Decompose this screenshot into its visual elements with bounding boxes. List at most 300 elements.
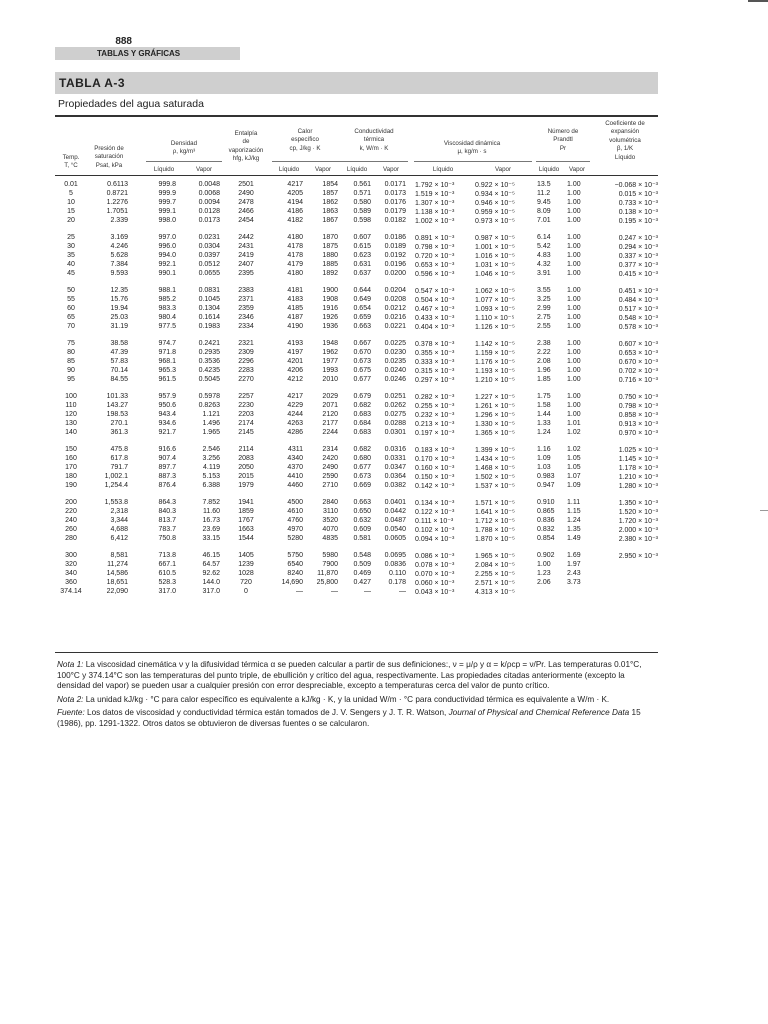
table-cell: 3.169 — [110, 234, 128, 241]
table-cell: 0 — [244, 587, 248, 595]
table-cell: 1.00 — [567, 410, 581, 418]
table-cell: 0.865 — [537, 507, 555, 515]
table-cell: 0.8721 — [106, 189, 128, 197]
sub-pr-liquid: Líquido — [538, 166, 560, 173]
table-cell: 2.38 — [537, 340, 551, 347]
table-cell: 1.159 × 10⁻⁵ — [475, 349, 515, 357]
table-cell: 4610 — [287, 507, 303, 515]
table-cell: 4760 — [287, 516, 303, 524]
table-cell: 0.0208 — [384, 295, 406, 303]
table-cell: 0.070 × 10⁻³ — [415, 570, 455, 578]
table-cell: 3.91 — [537, 269, 551, 277]
table-cell: 20 — [67, 216, 75, 224]
header-bottom-rule — [55, 175, 658, 176]
table-cell: 1.07 — [567, 472, 581, 480]
table-cell: 4370 — [287, 463, 303, 471]
header-density-line: ρ, kg/m³ — [172, 148, 196, 156]
table-cell: 0.0251 — [384, 393, 406, 400]
table-cell: 1.00 — [567, 322, 581, 330]
table-cell: 1663 — [238, 525, 254, 533]
table-cell: 977.5 — [158, 322, 176, 330]
table-cell: 2174 — [238, 419, 254, 427]
table-cell: 0.832 — [537, 525, 555, 533]
table-cell: 2321 — [238, 340, 254, 347]
table-cell: 0.469 — [353, 569, 371, 577]
table-cell: 0.0275 — [384, 410, 406, 418]
table-cell: 791.7 — [110, 463, 128, 471]
sub-mu-liquid: Líquido — [432, 166, 454, 173]
table-cell: 1.110 × 10⁻⁵ — [475, 314, 515, 322]
table-cell: 1.75 — [537, 393, 551, 400]
table-cell: — — [364, 587, 371, 595]
header-enthalpy — [226, 130, 266, 164]
table-cell: 180 — [65, 472, 77, 480]
table-cell: 0.247 × 10⁻³ — [618, 235, 658, 242]
table-cell: 965.3 — [158, 366, 176, 374]
table-cell: 2710 — [322, 481, 338, 489]
table-cell: 1.350 × 10⁻³ — [618, 500, 658, 507]
table-cell: 2501 — [238, 181, 254, 188]
table-cell: 1.965 — [202, 428, 220, 436]
table-cell: 4,688 — [110, 525, 128, 533]
table-cell: 0.561 — [353, 181, 371, 188]
table-cell: 1.176 × 10⁻⁵ — [475, 358, 515, 366]
table-cell: 0.598 — [353, 216, 371, 224]
table-cell: 3.73 — [567, 578, 581, 586]
table-cell: 4187 — [287, 313, 303, 321]
table-cell: 3.25 — [537, 295, 551, 303]
table-cell: 0.160 × 10⁻³ — [415, 464, 455, 472]
section-header: TABLAS Y GRÁFICAS — [55, 47, 240, 60]
table-cell: 1.05 — [567, 454, 581, 462]
table-cell: 0.0304 — [198, 242, 220, 250]
table-cell: 2.75 — [537, 313, 551, 321]
table-cell: 1948 — [322, 340, 338, 347]
table-cell: 0.644 — [353, 287, 371, 294]
table-cell: 1.330 × 10⁻⁵ — [475, 420, 515, 428]
table-cell: 988.1 — [158, 287, 176, 294]
table-cell: 5980 — [322, 552, 338, 559]
table-cell: — — [399, 587, 406, 595]
table-cell: 1.7051 — [106, 207, 128, 215]
table-cell: 0.632 — [353, 516, 371, 524]
table-cell: 1.142 × 10⁻⁵ — [475, 341, 515, 348]
table-cell: 997.0 — [158, 234, 176, 241]
header-expansion-line: Coeficiente de — [605, 120, 645, 127]
table-cell: 11,870 — [317, 569, 338, 577]
table-cell: 144.0 — [202, 578, 220, 586]
table-cell: 1875 — [322, 242, 338, 250]
table-cell: 0.946 × 10⁻⁵ — [475, 199, 515, 207]
table-cell: 2029 — [322, 393, 338, 400]
density-group-rule — [146, 161, 222, 162]
table-cell: 0.0225 — [384, 340, 406, 347]
specific-heat-group-rule — [272, 161, 340, 162]
table-cell: 1.00 — [567, 216, 581, 224]
table-cell: 0.315 × 10⁻³ — [415, 367, 455, 375]
table-cell: 64.57 — [202, 560, 220, 568]
table-cell: 1.870 × 10⁻⁵ — [475, 535, 515, 543]
prandtl-group-rule — [536, 161, 590, 162]
table-cell: 2050 — [238, 463, 254, 471]
table-cell: 4185 — [287, 304, 303, 312]
table-cell: 0.959 × 10⁻⁵ — [475, 208, 515, 216]
table-cell: 0.484 × 10⁻³ — [618, 296, 658, 304]
table-cell: 2371 — [238, 295, 254, 303]
table-cell: 0.0288 — [384, 419, 406, 427]
table-cell: 1.09 — [567, 481, 581, 489]
table-cell: 2.546 — [202, 446, 220, 453]
table-cell: 0.378 × 10⁻³ — [415, 341, 455, 348]
table-cell: 1.00 — [567, 375, 581, 383]
table-cell: 0.0204 — [384, 287, 406, 294]
table-cell: 0.433 × 10⁻³ — [415, 314, 455, 322]
table-cell: 270.1 — [110, 419, 128, 427]
table-cell: 1.03 — [537, 463, 551, 471]
table-cell: 1867 — [322, 216, 338, 224]
table-cell: 907.4 — [158, 454, 176, 462]
table-cell: 2120 — [322, 410, 338, 418]
table-cell: 1926 — [322, 313, 338, 321]
table-cell: 0.0540 — [384, 525, 406, 533]
table-cell: 1.025 × 10⁻³ — [618, 447, 658, 454]
table-cell: 0.0262 — [384, 401, 406, 409]
header-expansion-line: expansión — [610, 128, 640, 136]
table-cell: 0.673 — [353, 472, 371, 480]
table-cell: — — [296, 587, 303, 595]
table-cell: 0.170 × 10⁻³ — [415, 455, 455, 463]
table-cell: 1.44 — [537, 410, 551, 418]
table-cell: 0.0128 — [198, 207, 220, 215]
table-cell: 0.0068 — [198, 189, 220, 197]
table-cell: 0.548 — [353, 552, 371, 559]
table-cell: 2203 — [238, 410, 254, 418]
table-cell: 4070 — [322, 525, 338, 533]
table-cell: 0.1983 — [198, 322, 220, 330]
table-cell: 0.0836 — [384, 560, 406, 568]
table-cell: 0.337 × 10⁻³ — [618, 252, 658, 260]
table-cell: 0.670 — [353, 348, 371, 356]
table-cell: 0.615 — [353, 242, 371, 250]
table-cell: 921.7 — [158, 428, 176, 436]
table-cell: 1.05 — [567, 463, 581, 471]
table-cell: 1.11 — [567, 499, 581, 506]
table-cell: 0.934 × 10⁻⁵ — [475, 190, 515, 198]
table-cell: 317.0 — [158, 587, 176, 595]
table-cell: 0.451 × 10⁻³ — [618, 288, 658, 295]
table-cell: 990.1 — [158, 269, 176, 277]
table-cell: 22,090 — [106, 587, 128, 595]
table-cell: 0.183 × 10⁻³ — [415, 447, 455, 454]
table-cell: 2114 — [238, 446, 254, 453]
table-cell: 1.00 — [567, 401, 581, 409]
table-cell: 957.9 — [158, 393, 176, 400]
table-cell: 0.653 × 10⁻³ — [415, 261, 455, 269]
table-cell: 2.380 × 10⁻³ — [618, 535, 658, 543]
table-cell: 610.5 — [158, 569, 176, 577]
table-cell: 4179 — [287, 260, 303, 268]
table-cell: 18,651 — [106, 578, 128, 586]
header-expansion — [592, 120, 658, 162]
header-conductivity-line: térmica — [363, 136, 385, 144]
table-cell: 1962 — [322, 348, 338, 356]
table-cell: 4.313 × 10⁻⁵ — [475, 588, 515, 596]
table-cell: 1.965 × 10⁻⁵ — [475, 553, 515, 560]
table-cell: 1993 — [322, 366, 338, 374]
table-cell: 1.093 × 10⁻⁵ — [475, 305, 515, 313]
table-cell: 65 — [67, 313, 75, 321]
table-cell: 45 — [67, 269, 75, 277]
table-cell: 1862 — [322, 198, 338, 206]
table-cell: 2257 — [238, 393, 254, 400]
table-cell: 0.913 × 10⁻³ — [618, 420, 658, 428]
header-expansion-line: β, 1/K — [616, 145, 634, 153]
table-cell: 15.76 — [110, 295, 128, 303]
table-cell: 1.178 × 10⁻³ — [618, 464, 658, 472]
table-cell: 0.355 × 10⁻³ — [415, 349, 455, 357]
table-cell: 0.0212 — [384, 304, 406, 312]
source-journal: Journal of Physical and Chemical Reference Data — [448, 708, 630, 718]
table-cell: 84.55 — [110, 375, 128, 383]
table-cell: 16.73 — [202, 516, 220, 524]
header-expansion-line: Líquido — [614, 153, 636, 161]
table-cell: 0.282 × 10⁻³ — [415, 394, 455, 401]
table-cell: 90 — [67, 366, 75, 374]
table-cell: 0.623 — [353, 251, 371, 259]
table-cell: 3.55 — [537, 287, 551, 294]
table-cell: 876.4 — [158, 481, 176, 489]
table-cell: 198.53 — [106, 410, 128, 418]
table-cell: 4194 — [287, 198, 303, 206]
table-cell: 0.150 × 10⁻³ — [415, 473, 455, 481]
table-cell: 200 — [65, 499, 77, 506]
source-text-a: Los datos de viscosidad y conductividad térmica están tomados de J. V. Sengers y J. T. R. Watson, — [87, 708, 447, 718]
table-cell: 1.788 × 10⁻⁵ — [475, 526, 515, 534]
table-cell: 0.333 × 10⁻³ — [415, 358, 455, 366]
table-cell: 1.537 × 10⁻⁵ — [475, 482, 515, 490]
table-cell: 0.607 × 10⁻³ — [618, 341, 658, 348]
table-cell: 4180 — [287, 269, 303, 277]
note-1-text: La viscosidad cinemática ν y la difusividad térmica α se pueden calcular a partir de sus definiciones:, ν = μ/ρ y α = k/ρcp = ν/Pr. Las temperaturas 0.01°C, 100°C y 374.14°C son las temperaturas del punto triple, de ebullición y crítico del agua, respectivamente. Las propiedades citadas anteriormente (excepto la densidad del vapor) se pueden usar a cualquier presión con error despreciable, excepto a temperaturas cerca del valor de punto crítico. — [57, 660, 642, 691]
table-cell: 4181 — [287, 287, 303, 294]
table-cell: 5750 — [287, 552, 303, 559]
table-cell: 999.1 — [158, 207, 176, 215]
table-cell: 0.683 — [353, 410, 371, 418]
table-cell: 8240 — [287, 569, 303, 577]
table-cell: 3520 — [322, 516, 338, 524]
table-cell: 317.0 — [202, 587, 220, 595]
table-cell: 0.654 — [353, 304, 371, 312]
sub-cp-vapor: Vapor — [314, 166, 332, 173]
table-cell: 1.641 × 10⁻⁵ — [475, 508, 515, 516]
table-cell: 5280 — [287, 534, 303, 542]
table-cell: 1,553.8 — [104, 499, 128, 506]
table-cell: 1.00 — [567, 304, 581, 312]
table-cell: 11.60 — [203, 507, 220, 515]
table-cell: 4201 — [287, 357, 303, 365]
table-cell: 1.00 — [567, 242, 581, 250]
table-cell: 0.110 — [389, 569, 406, 577]
table-cell: 0.0192 — [384, 251, 406, 259]
table-cell: 1.96 — [537, 366, 551, 374]
table-cell: 1936 — [322, 322, 338, 330]
source-text-b: 15 (1986), pp. 1291-1322. Otros datos se obtuvieron de diversas fuentes o se calcularon. — [57, 708, 641, 728]
table-cell: 1859 — [238, 507, 254, 515]
table-cell: 2270 — [238, 375, 254, 383]
sub-mu-vapor: Vapor — [494, 166, 512, 173]
table-cell: 0.060 × 10⁻³ — [415, 579, 455, 587]
table-cell: 1.85 — [537, 375, 551, 383]
table-cell: 1.69 — [567, 552, 581, 559]
table-cell: 1.496 — [202, 419, 220, 427]
page-edge-mark — [760, 510, 768, 511]
table-cell: 1.261 × 10⁻⁵ — [475, 402, 515, 410]
table-cell: 4286 — [287, 428, 303, 436]
table-cell: 887.3 — [158, 472, 176, 480]
table-cell: 1.307 × 10⁻³ — [415, 199, 455, 207]
table-cell: 4197 — [287, 348, 303, 356]
table-cell: 1880 — [322, 251, 338, 259]
header-temperature-line: Temp. — [62, 154, 80, 161]
source — [57, 708, 660, 729]
table-cell: 897.7 — [158, 463, 176, 471]
table-cell: 2407 — [238, 260, 254, 268]
table-cell: 2.99 — [537, 304, 551, 312]
table-cell: 0.078 × 10⁻³ — [415, 561, 455, 569]
table-cell: 1.00 — [567, 189, 581, 197]
table-cell: 60 — [67, 304, 75, 312]
table-cell: 0.0347 — [384, 463, 406, 471]
table-cell: 1.00 — [567, 207, 581, 215]
header-viscosity-line: Viscosidad dinámica — [443, 140, 501, 147]
table-cell: 15 — [67, 207, 75, 215]
table-cell: 0.973 × 10⁻⁵ — [475, 217, 515, 225]
table-cell: 7.852 — [202, 499, 220, 506]
table-cell: 0.891 × 10⁻³ — [415, 235, 455, 242]
table-cell: 0.427 — [353, 578, 371, 586]
table-cell: 46.15 — [202, 552, 220, 559]
table-cell: 961.5 — [158, 375, 176, 383]
table-cell: 101.33 — [106, 393, 128, 400]
table-cell: 1.15 — [567, 507, 581, 515]
table-cell: 280 — [65, 534, 77, 542]
table-cell: 0.404 × 10⁻³ — [415, 323, 455, 331]
table-cell: 35 — [67, 251, 75, 259]
table-cell: 1.2276 — [106, 198, 128, 206]
table-id: TABLA A-3 — [55, 72, 658, 94]
table-cell: 11.2 — [537, 189, 551, 197]
table-cell: 120 — [65, 410, 77, 418]
table-cell: 4835 — [322, 534, 338, 542]
table-cell: 1.210 × 10⁻⁵ — [475, 376, 515, 384]
table-cell: 75 — [67, 340, 75, 347]
table-cell: 0.043 × 10⁻³ — [415, 588, 455, 596]
table-cell: 0.580 — [353, 198, 371, 206]
table-cell: 0.294 × 10⁻³ — [618, 243, 658, 251]
table-cell: 1.00 — [567, 181, 581, 188]
table-cell: 1.49 — [567, 534, 581, 542]
table-cell: 1.01 — [567, 419, 581, 427]
table-cell: 0.1614 — [198, 313, 220, 321]
table-cell: 971.8 — [158, 348, 176, 356]
table-cell: 4206 — [287, 366, 303, 374]
table-cell: 5.628 — [110, 251, 128, 259]
table-cell: 2.06 — [537, 578, 551, 586]
table-cell: 1.00 — [567, 287, 581, 294]
table-cell: 2.55 — [537, 322, 551, 330]
table-cell: 14,586 — [106, 569, 128, 577]
table-cell: 0.0200 — [384, 269, 406, 277]
table-cell: 0.213 × 10⁻³ — [415, 420, 455, 428]
table-cell: 1.126 × 10⁻⁵ — [475, 323, 515, 331]
table-cell: 5.153 — [202, 472, 220, 480]
table-cell: 4970 — [287, 525, 303, 533]
table-cell: 0.970 × 10⁻³ — [618, 429, 658, 437]
table-cell: 1.046 × 10⁻⁵ — [475, 270, 515, 278]
table-cell: 0.947 — [537, 481, 555, 489]
header-conductivity-line: k, W/m · K — [359, 144, 389, 152]
table-cell: 983.3 — [158, 304, 176, 312]
table-cell: 361.3 — [110, 428, 128, 436]
table-cell: 475.8 — [110, 446, 128, 453]
table-cell: 0.987 × 10⁻⁵ — [475, 235, 515, 242]
table-cell: 0.669 — [353, 481, 371, 489]
table-cell: 0.596 × 10⁻³ — [415, 270, 455, 278]
table-cell: 4.119 — [203, 463, 220, 471]
table-cell: 10 — [67, 198, 75, 206]
table-cell: 25 — [67, 234, 75, 241]
table-cell: 0.195 × 10⁻³ — [618, 217, 658, 225]
table-cell: 2010 — [322, 375, 338, 383]
table-cell: 1.121 — [202, 410, 220, 418]
table-cell: 0.8263 — [198, 401, 220, 409]
table-cell: 4500 — [287, 499, 303, 506]
table-cell: 0.578 × 10⁻³ — [618, 323, 658, 331]
table-cell: 1.145 × 10⁻³ — [618, 455, 658, 463]
table-cell: 0.922 × 10⁻⁵ — [475, 182, 515, 189]
table-cell: 4182 — [287, 216, 303, 224]
header-prandtl-line: Prandtl — [553, 136, 573, 144]
table-cell: 140 — [65, 428, 77, 436]
table-cell: 2.255 × 10⁻⁵ — [475, 570, 515, 578]
table-cell: 980.4 — [158, 313, 176, 321]
table-cell: 33.15 — [202, 534, 220, 542]
table-cell: 1857 — [322, 189, 338, 197]
header-specific-heat-line: específico — [291, 136, 319, 144]
table-cell: 0.297 × 10⁻³ — [415, 376, 455, 384]
table-cell: 750.8 — [158, 534, 176, 542]
table-cell: 0.679 — [353, 393, 371, 400]
table-cell: 992.1 — [158, 260, 176, 268]
table-cell: 7900 — [322, 560, 338, 568]
table-cell: 0.684 — [353, 419, 371, 427]
table-notes — [57, 660, 660, 733]
table-cell: 783.7 — [158, 525, 176, 533]
table-cell: 0.798 × 10⁻³ — [415, 243, 455, 251]
table-cell: 190 — [65, 481, 77, 489]
table-cell: 0.0397 — [198, 251, 220, 259]
table-cell: 0.0442 — [384, 507, 406, 515]
table-cell: 813.7 — [158, 516, 176, 524]
table-cell: 2.571 × 10⁻⁵ — [475, 579, 515, 587]
table-cell: 1.00 — [567, 313, 581, 321]
table-cell: 1.00 — [567, 295, 581, 303]
table-cell: 1.00 — [537, 560, 551, 568]
table-cell: 0.702 × 10⁻³ — [618, 367, 658, 375]
table-cell: 4311 — [287, 446, 303, 453]
header-pressure-line: saturación — [94, 153, 124, 161]
table-cell: 1.00 — [567, 393, 581, 400]
